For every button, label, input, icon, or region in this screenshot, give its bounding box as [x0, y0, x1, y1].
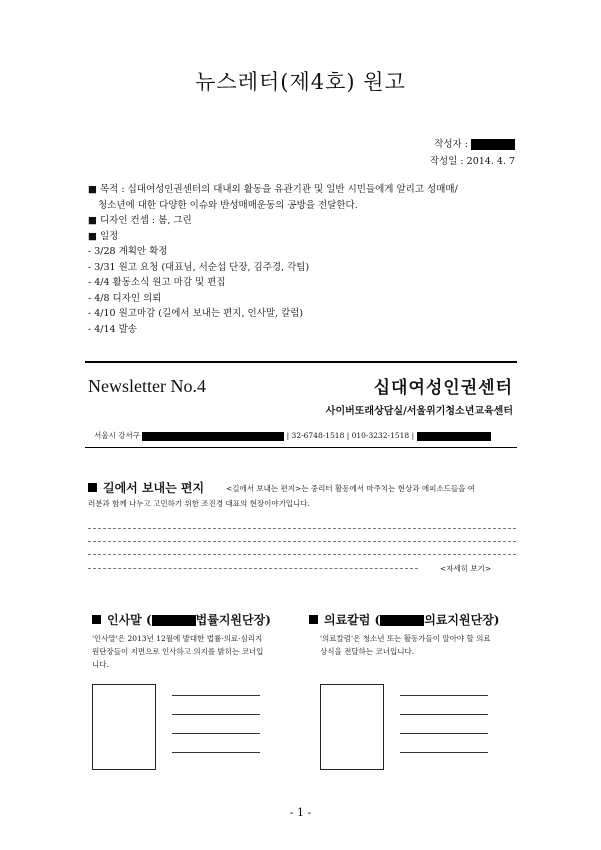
address-redaction: [142, 432, 284, 441]
schedule-item: - 4/4 활동소식 원고 마감 및 편집: [88, 277, 226, 288]
phone-numbers: | 32-6748-1518 | 010-3232-1518 |: [286, 431, 415, 440]
column-heading-role: 의료지원단장): [424, 613, 500, 627]
page-number: - 1 -: [289, 806, 312, 819]
masthead-top-rule: [85, 361, 517, 363]
schedule-item: - 4/14 발송: [88, 323, 137, 335]
schedule-item: - 4/10 원고마감 (길에서 보내는 편지, 인사말, 칼럼): [88, 308, 304, 319]
author-redaction: [471, 139, 515, 150]
purpose-line-1: ■ 목적 : 십대여성인권센터의 대내외 활동을 유관기관 및 일반 시민들에게 알리고 성매매/: [88, 184, 458, 195]
plan-section: [88, 182, 458, 337]
column-desc-line: '의료칼럼'은 청소년 또는 활동가들이 알아야 할 의료: [320, 634, 491, 643]
column-desc-line: 상식을 전달하는 코너입니다.: [320, 647, 415, 656]
email-redaction: [417, 432, 491, 441]
letter-desc-1: <길에서 보내는 편지>는 중리터 활동에서 마주치는 현상과 에피소드들을 여: [226, 484, 475, 493]
organization-name: 십대여성인권센터: [373, 378, 513, 398]
greeting-heading-role: 법률지원단장): [195, 613, 271, 627]
masthead-bottom-rule: [85, 447, 517, 448]
bullet-square-icon: [88, 483, 97, 492]
purpose-line-2: 청소년에 대한 다양한 이슈와 반성매매운동의 공방을 전달한다.: [98, 199, 358, 211]
letter-desc-2: 러분과 함께 나누고 고민하기 위한 조진경 대표의 현장이야기입니다.: [88, 499, 310, 508]
photo-placeholder: [320, 684, 384, 770]
text-placeholder-line: [400, 695, 488, 696]
text-placeholder-line: [88, 528, 516, 529]
text-placeholder-line: [400, 714, 488, 715]
text-placeholder-line: [400, 733, 488, 734]
contact-line: [94, 430, 491, 441]
greeting-desc: [92, 632, 263, 671]
text-placeholder-line: [172, 752, 260, 753]
name-redaction: [152, 615, 196, 626]
letter-heading-text: 길에서 보내는 편지: [103, 481, 205, 495]
schedule-heading: ■ 일정: [88, 230, 119, 242]
address: 서울시 강서구: [94, 431, 140, 440]
text-placeholder-line: [88, 568, 418, 569]
author-label: 작성자 :: [434, 139, 468, 150]
bullet-square-icon: [92, 615, 101, 624]
design-concept: ■ 디자인 컨셉 : 봄, 그린: [88, 215, 192, 226]
greeting-heading-text: 인사말 (: [107, 613, 152, 627]
greeting-desc-line: 니다.: [92, 660, 109, 669]
date-line: 작성일 : 2014. 4. 7: [429, 156, 515, 167]
column-heading-text: 의료칼럼 (: [324, 613, 381, 627]
photo-placeholder: [92, 684, 156, 770]
organization-subtitle: 사이버또래상담실/서울위기청소년교육센터: [325, 406, 513, 417]
bullet-square-icon: [309, 615, 318, 624]
name-redaction: [380, 615, 424, 626]
document-title: 뉴스레터(제4호) 원고: [195, 70, 406, 94]
text-placeholder-line: [172, 695, 260, 696]
greeting-desc-line: 원단장들이 지면으로 인사하고 의지를 밝히는 코너입: [92, 647, 264, 656]
text-placeholder-line: [172, 714, 260, 715]
schedule-item: - 4/8 디자인 의뢰: [88, 292, 162, 304]
greeting-desc-line: '인사말'은 2013년 12월에 발대한 법률·의료·심리지: [92, 634, 263, 643]
author-line: [434, 136, 515, 150]
read-more-link[interactable]: <자세히 보기>: [440, 564, 492, 573]
text-placeholder-line: [88, 541, 516, 542]
greeting-heading: [92, 611, 271, 628]
text-placeholder-line: [172, 733, 260, 734]
schedule-item: - 3/28 계획안 확정: [88, 246, 168, 257]
letter-heading: [88, 479, 204, 496]
schedule-item: - 3/31 원고 요청 (대표님, 서순섭 단장, 김주경, 각팀): [88, 261, 310, 273]
text-placeholder-line: [88, 554, 516, 555]
newsletter-number: Newsletter No.4: [88, 376, 206, 396]
column-heading: [309, 611, 499, 628]
column-desc: [320, 632, 491, 658]
text-placeholder-line: [400, 752, 488, 753]
